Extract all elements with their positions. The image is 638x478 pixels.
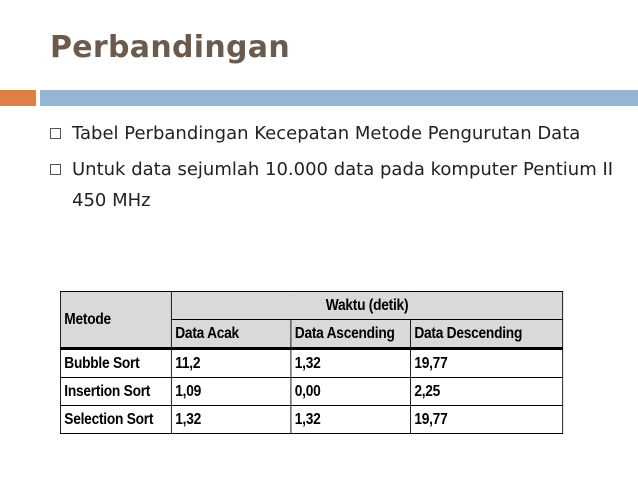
table-row xyxy=(60,349,562,378)
square-bullet-icon xyxy=(50,128,61,139)
cell-value: 0,00 xyxy=(291,378,411,406)
cell-value: 19,77 xyxy=(410,349,562,378)
cell-value: 11,2 xyxy=(171,349,291,378)
subheader-data-descending: Data Descending xyxy=(410,320,562,349)
cell-value: 1,32 xyxy=(171,406,291,434)
cell-metode: Bubble Sort xyxy=(60,349,171,378)
subheader-data-ascending: Data Ascending xyxy=(291,320,411,349)
table-row xyxy=(60,406,562,434)
accent-bar-blue xyxy=(40,90,638,106)
cell-value: 1,32 xyxy=(291,349,411,378)
table-row xyxy=(60,378,562,406)
bullet-list xyxy=(50,118,620,221)
header-metode: Metode xyxy=(60,292,171,349)
cell-metode: Insertion Sort xyxy=(60,378,171,406)
cell-value: 2,25 xyxy=(410,378,562,406)
slide-title: Perbandingan xyxy=(50,30,290,65)
bullet-item xyxy=(50,118,620,149)
accent-bar-orange xyxy=(0,90,36,106)
square-bullet-icon xyxy=(50,164,61,175)
subheader-data-acak: Data Acak xyxy=(171,320,291,349)
comparison-table xyxy=(60,291,563,434)
cell-metode: Selection Sort xyxy=(60,406,171,434)
header-waktu: Waktu (detik) xyxy=(171,292,562,320)
cell-value: 1,09 xyxy=(171,378,291,406)
bullet-text: Untuk data sejumlah 10.000 data pada komputer Pentium II 450 MHz xyxy=(72,159,614,211)
bullet-text: Tabel Perbandingan Kecepatan Metode Pengurutan Data xyxy=(72,123,581,144)
bullet-item xyxy=(50,154,620,216)
table-header-row xyxy=(60,292,562,320)
cell-value: 1,32 xyxy=(291,406,411,434)
cell-value: 19,77 xyxy=(410,406,562,434)
